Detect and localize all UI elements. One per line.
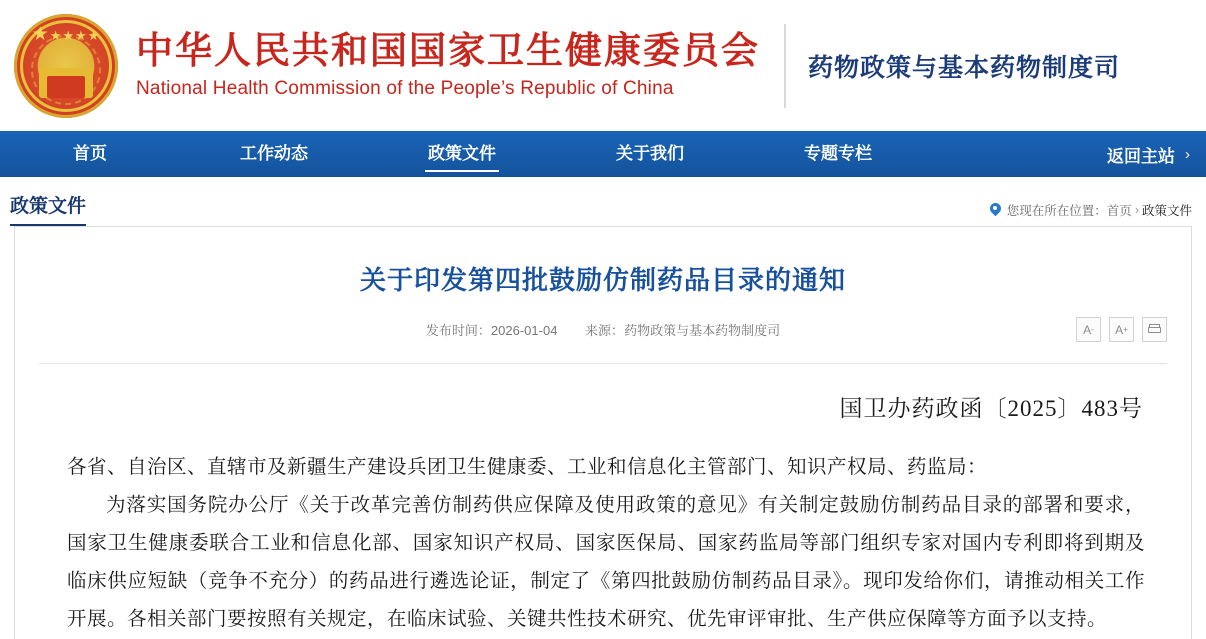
department-name: 药物政策与基本药物制度司 <box>808 53 1121 82</box>
breadcrumb-separator: › <box>1134 203 1139 217</box>
breadcrumb-prefix: 您现在所在位置： <box>1006 204 1107 218</box>
header-divider <box>784 24 786 108</box>
nav-back-label: 返回主站 <box>1107 146 1175 166</box>
nav-back-to-main-site[interactable] <box>1107 142 1190 167</box>
breadcrumb-strip <box>0 177 1206 226</box>
print-button[interactable] <box>1142 317 1167 342</box>
nav-item-special-columns[interactable]: 专题专栏 <box>804 144 872 163</box>
article-meta <box>15 321 1191 341</box>
article-body <box>67 449 1145 639</box>
article-source <box>585 323 780 338</box>
publish-date: 2026-01-04 <box>490 323 558 338</box>
breadcrumb-current: 政策文件 <box>1141 204 1192 218</box>
source-value: 药物政策与基本药物制度司 <box>624 323 781 338</box>
national-emblem-icon <box>14 14 118 118</box>
article-tools <box>1076 317 1167 342</box>
emblem-gate <box>39 68 93 98</box>
breadcrumb-home[interactable]: 首页 <box>1106 204 1132 218</box>
nav-item-home[interactable]: 首页 <box>73 144 107 163</box>
header-title-block <box>136 24 1120 108</box>
meta-divider <box>39 363 1167 364</box>
site-title-cn: 中华人民共和国国家卫生健康委员会 <box>136 29 760 71</box>
nav-item-policy-documents[interactable]: 政策文件 <box>368 131 556 177</box>
article-card <box>14 226 1192 639</box>
printer-icon <box>1148 324 1161 335</box>
font-increase-button[interactable] <box>1109 317 1134 342</box>
publish-time <box>426 323 558 338</box>
article-paragraph-1: 为落实国务院办公厅《关于改革完善仿制药供应保障及使用政策的意见》有关制定鼓励仿制药品目录的部署和要求，国家卫生健康委联合工业和信息化部、国家知识产权局、国家医保局、国家药监局等部门组织专家对国内专利即将到期及临床供应短缺（竞争不充分）的药品进行遴选论证，制定了《第四批鼓励仿制药品目录》。现印发给你们，请推动相关工作开展。各相关部门要按照有关规定，在临床试验、关键共性技术研究、优先审评审批、生产供应保障等方面予以支持。 <box>67 495 1145 630</box>
emblem-stars: ★★★★★ <box>31 23 101 45</box>
nav-item-work-updates[interactable]: 工作动态 <box>240 144 308 163</box>
font-decrease-button[interactable] <box>1076 317 1101 342</box>
document-number: 国卫办药政函〔2025〕483号 <box>839 396 1143 421</box>
font-decrease-label: A <box>1083 322 1092 337</box>
map-pin-icon <box>990 203 1001 217</box>
page-title: 政策文件 <box>10 195 86 226</box>
source-label: 来源： <box>585 323 625 338</box>
font-decrease-sup: - <box>1091 325 1094 334</box>
main-nav <box>0 131 1206 177</box>
font-increase-sup: + <box>1123 325 1128 334</box>
breadcrumb <box>990 201 1192 226</box>
article-meta-row <box>15 321 1191 357</box>
article-title: 关于印发第四批鼓励仿制药品目录的通知 <box>359 265 846 295</box>
nav-item-about-us[interactable]: 关于我们 <box>616 144 684 163</box>
chevron-right-icon: › <box>1185 145 1190 163</box>
font-increase-label: A <box>1115 322 1124 337</box>
site-title-en: National Health Commission of the People’s Republic of China <box>136 77 674 99</box>
publish-label: 发布时间： <box>425 323 491 338</box>
site-header <box>0 0 1206 131</box>
article-recipients: 各省、自治区、直辖市及新疆生产建设兵团卫生健康委、工业和信息化主管部门、知识产权局、药监局： <box>67 457 988 478</box>
